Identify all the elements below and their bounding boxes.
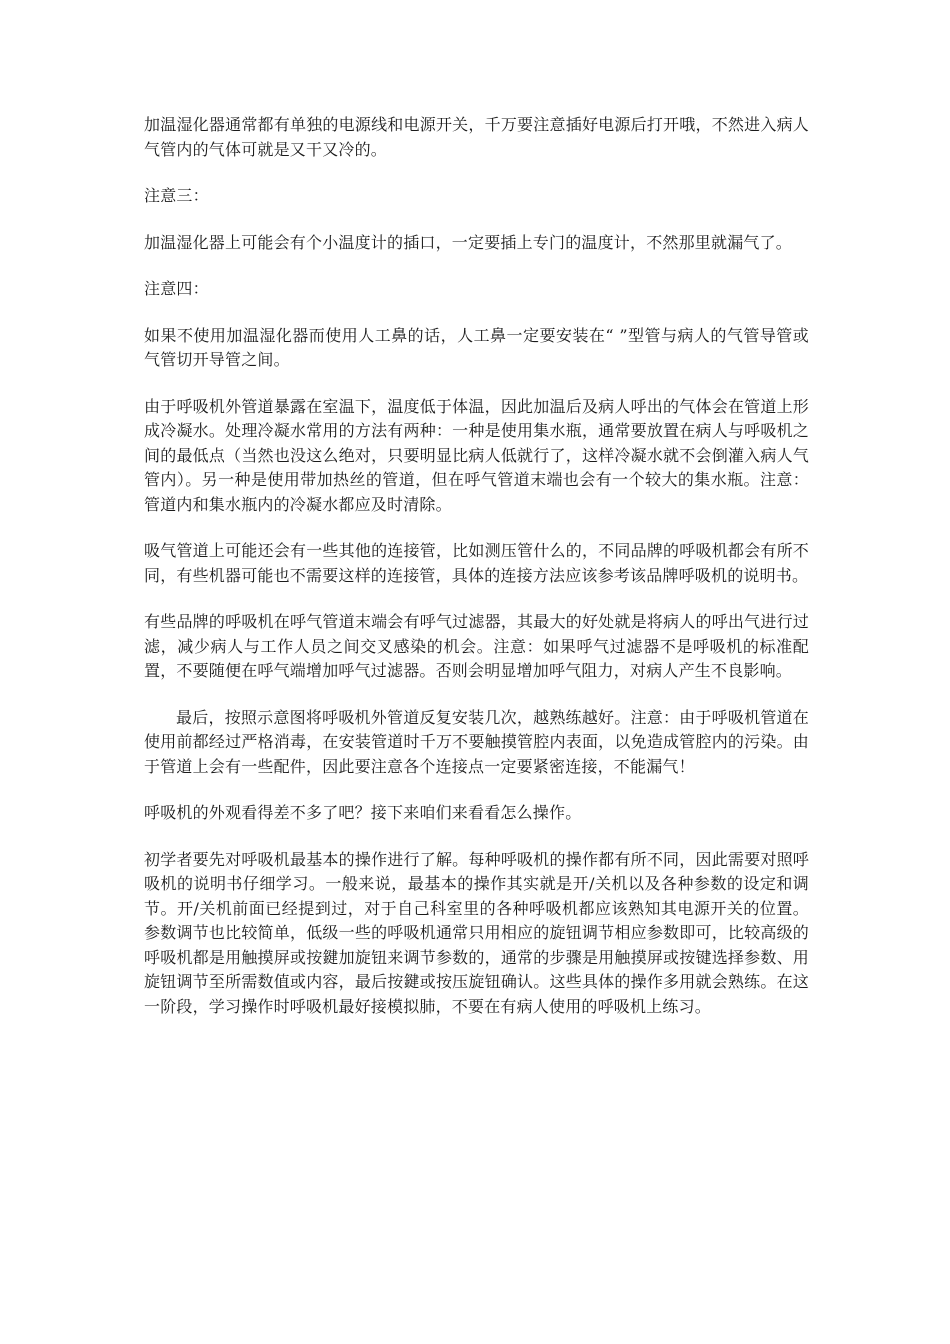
paragraph-condensate: 由于呼吸机外管道暴露在室温下，温度低于体温，因此加温后及病人呼出的气体会在管道上形成冷凝水。处理冷凝水常用的方法有两种：一种是使用集水瓶，通常要放置在病人与呼吸机之间的最低点（当然也没这么绝对，只要明显比病人低就行了，这样冷凝水就不会倒灌入病人气管内）。另一种是使用带加热丝的管道，但在呼气管道末端也会有一个较大的集水瓶。注意：管道内和集水瓶内的冷凝水都应及时清除。 bbox=[144, 396, 809, 514]
paragraph-connection-tubes: 吸气管道上可能还会有一些其他的连接管，比如测压管什么的，不同品牌的呼吸机都会有所不同，有些机器可能也不需要这样的连接管，具体的连接方法应该参考该品牌呼吸机的说明书。 bbox=[144, 541, 809, 585]
document-page bbox=[144, 113, 809, 1041]
paragraph-basic-operation: 初学者要先对呼吸机最基本的操作进行了解。每种呼吸机的操作都有所不同，因此需要对照呼吸机的说明书仔细学习。一般来说，最基本的操作其实就是开/关机以及各种参数的设定和调节。开/关机前面已经提到过，对于自己科室里的各种呼吸机都应该熟知其电源开关的位置。参数调节也比较简单，低级一些的呼吸机通常只用相应的旋钮调节相应参数即可，比较高级的呼吸机都是用触摸屏或按鍵加旋钮来调节参数的，通常的步骤是用触摸屏或按键选择参数、用旋钮调节至所需数值或内容，最后按鍵或按压旋钮确认。这些具体的操作多用就会熟练。在这一阶段，学习操作时呼吸机最好接模拟肺，不要在有病人使用的呼吸机上练习。 bbox=[144, 849, 809, 1016]
heading-note-three: 注意三： bbox=[144, 186, 209, 205]
heading-note-four: 注意四： bbox=[144, 279, 209, 298]
paragraph-humidifier-power: 加温湿化器通常都有单独的电源线和电源开关，千万要注意插好电源后打开哦，不然进入病人气管内的气体可就是又干又冷的。 bbox=[144, 115, 809, 159]
paragraph-transition: 呼吸机的外观看得差不多了吧？接下来咱们来看看怎么操作。 bbox=[144, 803, 582, 822]
paragraph-artificial-nose: 如果不使用加温湿化器而使用人工鼻的话，人工鼻一定要安装在“ ”型管与病人的气管导管或气管切开导管之间。 bbox=[144, 325, 809, 369]
paragraph-exhalation-filter: 有些品牌的呼吸机在呼气管道末端会有呼气过滤器，其最大的好处就是将病人的呼出气进行过滤，减少病人与工作人员之间交叉感染的机会。注意：如果呼气过滤器不是呼吸机的标准配置，不要随便在呼气端增加呼气过滤器。否则会明显增加呼气阻力，对病人产生不良影响。 bbox=[144, 612, 809, 680]
paragraph-practice-assembly: 最后，按照示意图将呼吸机外管道反复安装几次，越熟练越好。注意：由于呼吸机管道在使用前都经过严格消毒，在安装管道时千万不要触摸管腔内表面，以免造成管腔内的污染。由于管道上会有一些配件，因此要注意各个连接点一定要紧密连接，不能漏气！ bbox=[144, 707, 809, 776]
paragraph-thermometer-port: 加温湿化器上可能会有个小温度计的插口，一定要插上专门的温度计，不然那里就漏气了。 bbox=[144, 232, 793, 252]
